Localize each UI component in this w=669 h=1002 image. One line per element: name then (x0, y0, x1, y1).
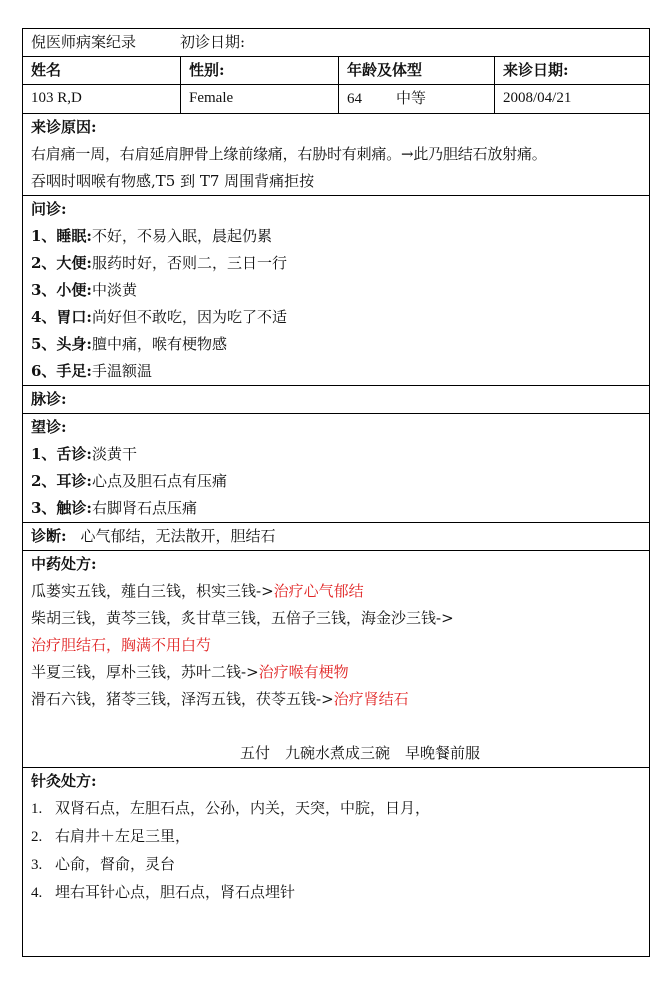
visit-date-header: 来诊日期: (495, 57, 650, 85)
patient-build: 中等 (396, 89, 427, 107)
title-row (23, 29, 650, 57)
inquiry-cell (23, 196, 650, 386)
acupuncture-item (31, 851, 649, 879)
acupuncture-num: 3. (31, 857, 43, 873)
inquiry-value: 膻中痛，喉有梗物感 (91, 335, 227, 353)
herbal-formula: 瓜蒌实五钱，薤白三钱，枳实三钱-> (31, 582, 274, 600)
herbal-label: 中药处方: (31, 555, 97, 573)
patient-visit-date: 2008/04/21 (495, 85, 650, 114)
herbal-instruction: 五付 九碗水煮成三碗 早晚餐前服 (240, 744, 481, 762)
inquiry-item (31, 304, 649, 331)
herbal-note: 治疗心气郁结 (273, 582, 364, 600)
observation-item (31, 468, 649, 495)
acupuncture-cell (23, 768, 650, 957)
herbal-note: 治疗喉有梗物 (258, 663, 349, 681)
inquiry-value: 手温额温 (91, 362, 152, 380)
observation-key: 2、耳诊: (31, 472, 92, 490)
acupuncture-label: 针灸处方: (31, 772, 97, 790)
herbal-cell (23, 551, 650, 768)
observation-value: 右脚肾石点压痛 (91, 499, 197, 517)
inquiry-key: 1、睡眠: (31, 227, 92, 245)
inquiry-key: 5、头身: (31, 335, 92, 353)
inquiry-item (31, 223, 649, 250)
diagnosis-label: 诊断: (31, 527, 67, 545)
reason-line-1: 右肩痛一周，右肩延肩胛骨上缘前缘痛，右胁时有刺痛。→此乃胆结石放射痛。 (31, 145, 547, 163)
reason-label: 来诊原因: (31, 118, 97, 136)
first-visit-label: 初诊日期: (180, 33, 246, 51)
acupuncture-item (31, 823, 649, 851)
patient-name: 103 R,D (23, 85, 181, 114)
inquiry-label: 问诊: (31, 200, 67, 218)
reason-cell (23, 114, 650, 196)
herbal-note: 治疗胆结石，胸满不用白芍 (31, 636, 212, 654)
herbal-line (31, 578, 649, 605)
patient-values-row (23, 85, 650, 114)
acupuncture-num: 2. (31, 829, 43, 845)
observation-key: 3、触诊: (31, 499, 92, 517)
patient-age: 64 (347, 91, 362, 107)
observation-key: 1、舌诊: (31, 445, 92, 463)
inquiry-key: 2、大便: (31, 254, 92, 272)
blank-line (31, 713, 649, 740)
inquiry-item (31, 331, 649, 358)
age-build-header: 年龄及体型 (339, 57, 495, 85)
inquiry-key: 3、小便: (31, 281, 92, 299)
acupuncture-text: 右肩井＋左足三里， (55, 827, 191, 845)
diagnosis-value: 心气郁结，无法散开，胆结石 (80, 527, 276, 545)
inquiry-item (31, 277, 649, 304)
patient-age-build (339, 85, 495, 114)
inquiry-item (31, 358, 649, 385)
observation-value: 心点及胆石点有压痛 (91, 472, 227, 490)
patient-header-row (23, 57, 650, 85)
herbal-row (23, 551, 650, 768)
acupuncture-num: 1. (31, 801, 43, 817)
acupuncture-text: 心俞，督俞，灵台 (55, 855, 176, 873)
acupuncture-text: 双肾石点，左胆石点，公孙，内关，天突，中脘，日月， (55, 799, 431, 817)
herbal-formula: 柴胡三钱，黄芩三钱，炙甘草三钱，五倍子三钱，海金沙三钱-> (31, 609, 454, 627)
observation-label: 望诊: (31, 418, 67, 436)
inquiry-value: 服药时好，否则二，三日一行 (91, 254, 287, 272)
gender-header: 性别: (181, 57, 339, 85)
inquiry-key: 6、手足: (31, 362, 92, 380)
inquiry-key: 4、胃口: (31, 308, 92, 326)
observation-row (23, 414, 650, 523)
herbal-note: 治疗肾结石 (333, 690, 409, 708)
pulse-row (23, 386, 650, 414)
herbal-formula: 半夏三钱，厚朴三钱，苏叶二钱-> (31, 663, 259, 681)
inquiry-value: 尚好但不敢吃，因为吃了不适 (91, 308, 287, 326)
inquiry-value: 不好，不易入眠，晨起仍累 (91, 227, 272, 245)
observation-item (31, 441, 649, 468)
acupuncture-item (31, 879, 649, 907)
case-record-table (22, 28, 650, 957)
pulse-cell (23, 386, 650, 414)
name-header: 姓名 (23, 57, 181, 85)
herbal-line (31, 605, 649, 632)
inquiry-value: 中淡黄 (91, 281, 137, 299)
acupuncture-text: 埋右耳针心点，胆石点，肾石点埋针 (55, 883, 296, 901)
herbal-line (31, 632, 649, 659)
acupuncture-item (31, 795, 649, 823)
herbal-line (31, 686, 649, 713)
observation-cell (23, 414, 650, 523)
observation-item (31, 495, 649, 522)
patient-gender: Female (181, 85, 339, 114)
reason-line-2: 吞咽时咽喉有物感,T5 到 T7 周围背痛拒按 (31, 172, 315, 190)
diagnosis-cell (23, 523, 650, 551)
reason-row (23, 114, 650, 196)
observation-value: 淡黄干 (91, 445, 137, 463)
acupuncture-row (23, 768, 650, 957)
acupuncture-num: 4. (31, 885, 43, 901)
record-title: 倪医师病案纪录 (31, 33, 137, 51)
inquiry-row (23, 196, 650, 386)
inquiry-item (31, 250, 649, 277)
diagnosis-row (23, 523, 650, 551)
pulse-label: 脉诊: (31, 390, 67, 408)
herbal-line (31, 659, 649, 686)
herbal-formula: 滑石六钱，猪苓三钱，泽泻五钱，茯苓五钱-> (31, 690, 334, 708)
title-cell (23, 29, 650, 57)
